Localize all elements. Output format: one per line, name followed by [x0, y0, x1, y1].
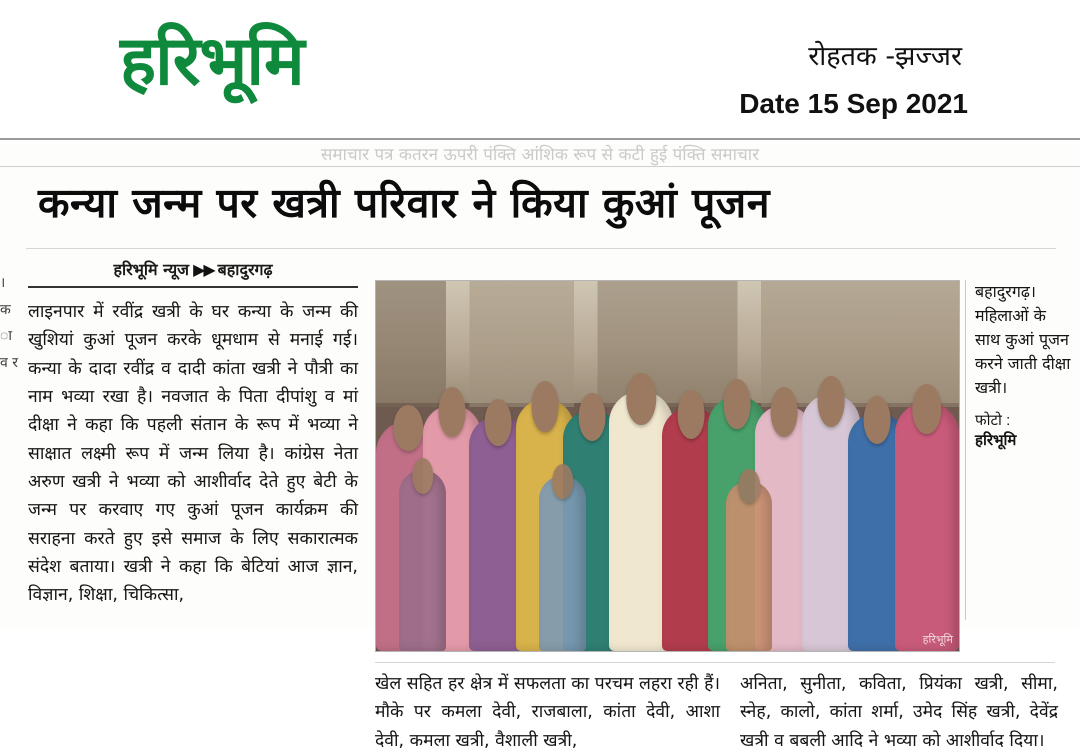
article-clipping: [0, 140, 1080, 751]
photo-caption-text: बहादुरगढ़। महिलाओं के साथ कुआं पूजन करने जाती दीक्षा खत्री।: [975, 282, 1071, 397]
byline-source: हरिभूमि न्यूज: [113, 260, 190, 279]
photo-caption: [975, 280, 1071, 450]
article-body-2: खेल सहित हर क्षेत्र में सफलता का परचम लहरा रही हैं। मौके पर कमला देवी, राजबाला, कांता देवी, आशा देवी, कमला खत्री, वैशाली खत्री,: [375, 674, 720, 751]
article-body-1: लाइनपार में रवींद्र खत्री के घर कन्या के जन्म की खुशियां कुआं पूजन करके धूमधाम से मनाई गई। कन्या के दादा रवींद्र व दादी कांता खत्री ने पौत्री का नाम भव्या रखा है। नवजात के पिता दीपांशु व मां दीक्षा ने कहा कि पहली संतान के रूप में भव्या ने साक्षात लक्ष्मी रूप में जन्म लिया है। कांग्रेस नेता अरुण खत्री ने भव्या को आशीर्वाद देते हुए बेटी के जन्म पर करवाए गए कुआं पूजन कार्यक्रम की सराहना करते हुए इसे समाज के लिए सकारात्मक संदेश बताया। खत्री ने कहा कि बेटियां आज ज्ञान, विज्ञान, शिक्षा, चिकित्सा,: [28, 302, 358, 606]
divider-top: [0, 166, 1080, 167]
byline-divider: [28, 286, 358, 288]
photo-crowd: [376, 377, 959, 651]
article-photo: [375, 280, 960, 652]
divider-under-headline: [26, 248, 1056, 249]
article-body-3: अनिता, सुनीता, कविता, प्रियंका खत्री, सीमा, स्नेह, कालो, कांता शर्मा, उमेद सिंह खत्री, देवेंद्र खत्री व बबली आदि ने भव्या को आशीर्वाद दिया।: [740, 674, 1058, 751]
byline-arrows-icon: ▶▶: [193, 260, 214, 279]
article-column-2: [375, 670, 720, 755]
divider-below-photo: [375, 662, 1055, 663]
publication-date: Date 15 Sep 2021: [739, 88, 968, 119]
edition-label: रोहतक -झज्जर: [808, 41, 962, 72]
masthead: [0, 0, 1080, 140]
photo-credit-label: फोटो :: [975, 412, 1011, 429]
article-column-1: [28, 258, 358, 610]
article-column-3: [740, 670, 1058, 755]
cut-off-text-strip: समाचार पत्र कतरन ऊपरी पंक्ति आंशिक रूप से कटी हुई पंक्ति समाचार: [320, 145, 760, 165]
photo-watermark: हरिभूमि: [922, 633, 953, 646]
photo-credit-name: हरिभूमि: [975, 432, 1017, 449]
caption-divider: [965, 280, 966, 620]
article-headline: कन्या जन्म पर खत्री परिवार ने किया कुआं पूजन: [38, 179, 770, 227]
left-gutter-fragment: । क ा व र: [0, 275, 18, 371]
newspaper-logo: हरिभूमि: [120, 22, 304, 101]
byline: [28, 258, 358, 280]
byline-place: बहादुरगढ़: [217, 260, 273, 279]
